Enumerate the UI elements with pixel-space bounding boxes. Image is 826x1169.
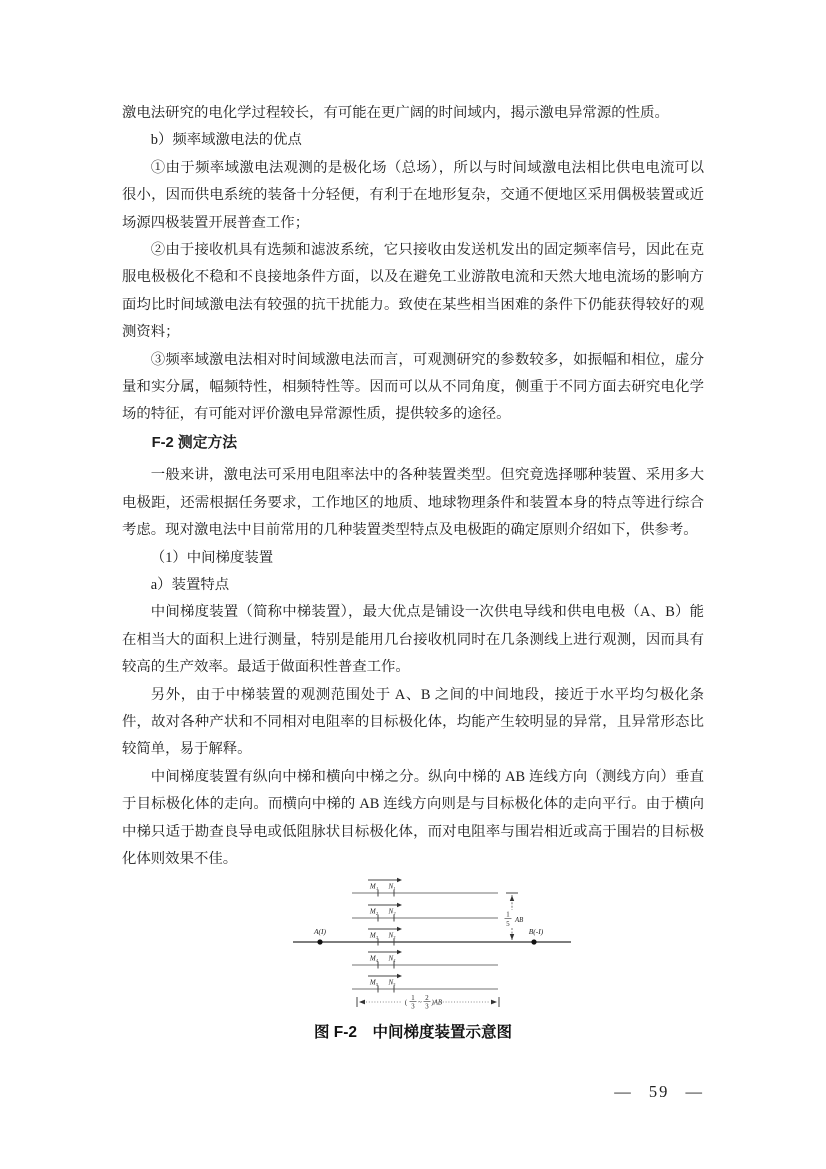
horizontal-dimension: [357, 995, 499, 1011]
paragraph-general: 一般来讲，激电法可采用电阻率法中的各种装置类型。但究竟选择哪种装置、采用多大电极距，还需根据任务要求，工作地区的地质、地球物理条件和装置本身的特点等进行综合考虑。现对激电法中目前常用的几种装置类型特点及电极距的确定原则介绍如下，供参考。: [122, 467, 704, 539]
paragraph-device-feature: 中间梯度装置（简称中梯装置），最大优点是铺设一次供电导线和供电电极（A、B）能在相当大的面积上进行测量，特别是能用几台接收机同时在几条测线上进行观测，因而具有较高的生产效率。最适于做面积性普查工作。: [122, 604, 704, 676]
dimension-arrow-down-icon: [510, 934, 514, 940]
paren-close-ab-label: )AB: [431, 999, 443, 1007]
section-heading-f2: F-2 测定方法: [151, 434, 238, 451]
paragraph-point-2: ②由于接收机具有选频和滤波系统，它只接收由发送机发出的固定频率信号，因此在克服电极极化不稳和不良接地条件方面，以及在避免工业游散电流和天然大地电流场的影响方面均比时间域激电法有较强的抗干扰能力。致使在某些相当困难的条件下仍能获得较好的观测资料；: [122, 242, 704, 341]
dimension-arrow-up-icon: [510, 896, 514, 902]
range-separator: ~: [418, 999, 422, 1007]
figure-caption: 图 F-2 中间梯度装置示意图: [313, 1024, 513, 1041]
paragraph-point-1: ①由于频率域激电法观测的是极化场（总场），所以与时间域激电法相比供电电流可以很小，因而供电系统的装备十分轻便，有利于在地形复杂，交通不便地区采用偶极装置或近场源四极装置开展普查工作；: [122, 159, 704, 231]
page-number: — 59 —: [614, 1082, 704, 1101]
electrode-label-m5: M₅: [369, 978, 379, 987]
electrode-label-n4: N₄: [388, 954, 396, 963]
electrode-label-m1: M₁: [369, 882, 379, 891]
direction-arrow-icon: [397, 950, 402, 954]
figure-f2-diagram: [290, 876, 580, 1016]
paragraph-item-1-title: （1）中间梯度装置: [150, 549, 274, 566]
paren-open: (: [404, 999, 408, 1007]
electrode-label-n2: N₂: [388, 907, 396, 916]
paragraph-point-3: ③频率域激电法相对时间域激电法而言，可观测研究的参数较多，如振幅和相位，虚分量和实分属，幅频特性，相频特性等。因而可以从不同角度，侧重于不同方面去研究电化学场的特征，有可能对评价激电异常源性质，提供较多的途径。: [122, 351, 704, 423]
mn-group-5: [368, 974, 402, 993]
electrode-label-n3: N₃: [388, 931, 396, 940]
fraction-denominator: 5: [506, 921, 510, 928]
paragraph-additionally: 另外，由于中梯装置的观测范围处于 A、B 之间的中间地段，接近于水平均匀极化条件，故对各种产状和不同相对电阻率的目标极化体，均能产生较明显的异常，且异常形态比较简单，易于解释。: [122, 686, 704, 758]
direction-arrow-icon: [397, 903, 402, 907]
direction-arrow-icon: [397, 974, 402, 978]
dimension-arrow-left-icon: [359, 1000, 365, 1005]
electrode-a-label: A(I): [313, 927, 327, 936]
electrode-label-n5: N₅: [388, 978, 396, 987]
electrode-a-dot: [317, 939, 322, 944]
mn-group-4: [368, 950, 402, 969]
electrode-label-m3: M₃: [369, 931, 379, 940]
body-text: [122, 100, 704, 873]
middle-gradient-array-diagram: [290, 876, 580, 1016]
paragraph-intro-continuation: 激电法研究的电化学过程较长，有可能在更广阔的时间域内，揭示激电异常源的性质。: [122, 105, 669, 121]
electrode-b-label: B(-I): [528, 927, 544, 936]
dimension-ab-label: AB: [515, 917, 524, 924]
paragraph-longitudinal-transverse: 中间梯度装置有纵向中梯和横向中梯之分。纵向中梯的 AB 连线方向（测线方向）垂直于目标极化体的走向。而横向中梯的 AB 连线方向则是与目标极化体的走向平行。由于横向中梯只适于勘查良导电或低阻脉状目标极化体，而对电阻率与围岩相近或高于围岩的目标极化体则效果不佳。: [122, 768, 704, 867]
fraction2-numerator: 2: [425, 995, 429, 1002]
electrode-label-m2: M₂: [369, 907, 379, 916]
dimension-arrow-right-icon: [491, 1000, 497, 1005]
fraction1-numerator: 1: [411, 995, 415, 1002]
vertical-dimension: [505, 893, 524, 940]
mn-group-2: [368, 903, 402, 922]
mn-group-1: [368, 878, 402, 897]
paragraph-b-heading: b）频率域激电法的优点: [150, 132, 302, 149]
electrode-b-dot: [531, 939, 536, 944]
paragraph-a-subtitle: a）装置特点: [150, 576, 230, 593]
electrode-label-n1: N₁: [388, 882, 396, 891]
direction-arrow-icon: [397, 878, 402, 882]
fraction-numerator: 1: [506, 911, 510, 919]
fraction1-denominator: 3: [411, 1003, 415, 1011]
fraction2-denominator: 3: [425, 1003, 429, 1011]
direction-arrow-icon: [397, 927, 402, 931]
electrode-label-m4: M₄: [369, 954, 379, 963]
